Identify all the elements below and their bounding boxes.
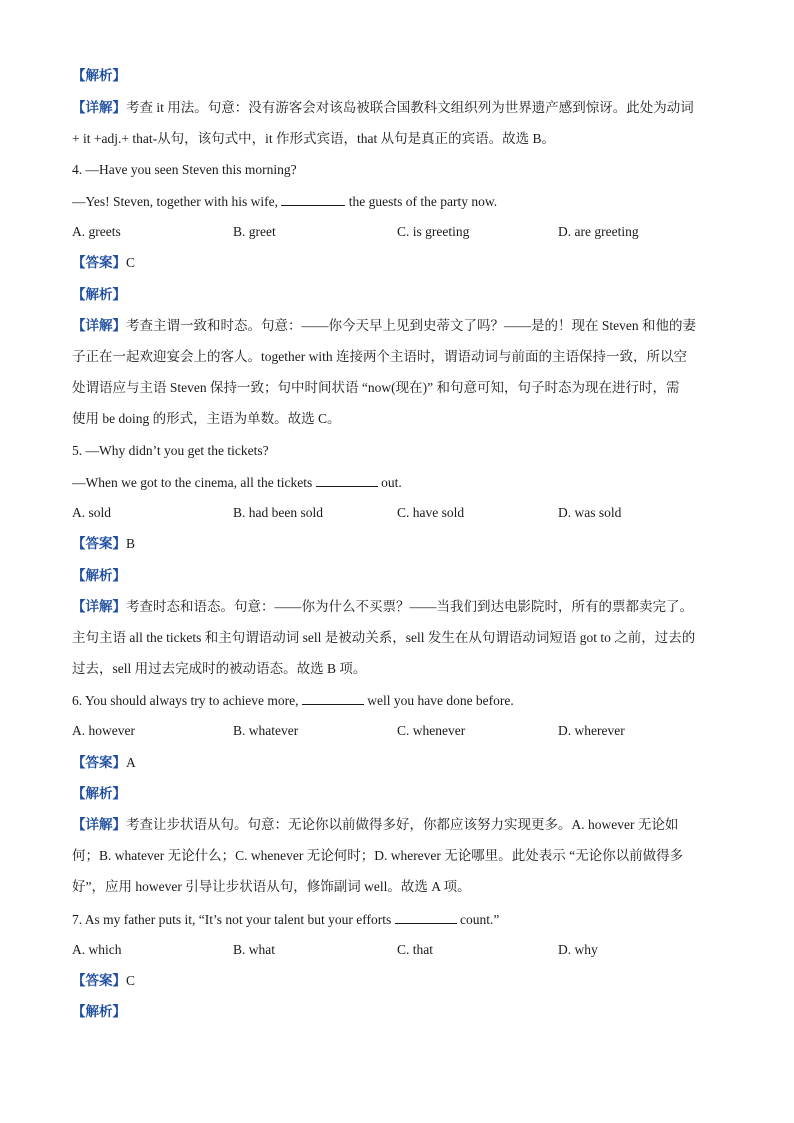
analysis-heading: 【解析】 <box>72 786 126 801</box>
option-d: D. why <box>558 942 598 957</box>
q4-stem-line2: —Yes! Steven, together with his wife, the guests of the party now. <box>72 194 498 209</box>
option-c: C. have sold <box>397 505 465 520</box>
option-b: B. what <box>233 942 275 957</box>
option-a: A. however <box>72 723 135 738</box>
q5-detail-line: 主句主语 all the tickets 和主句谓语动词 sell 是被动关系，sell 发生在从句谓语动词短语 got to 之前，过去的 <box>72 630 696 645</box>
q4-options <box>72 223 732 241</box>
q5-detail-line: 过去，sell 用过去完成时的被动语态。故选 B 项。 <box>72 661 367 676</box>
q6-stem: 6. You should always try to achieve more, well you have done before. <box>72 693 514 708</box>
q3-detail-line: 【详解】考查 it 用法。句意：没有游客会对该岛被联合国教科文组织列为世界遗产感到惊讶。此处为动词 <box>72 100 694 115</box>
q5-detail-line: 【详解】考查时态和语态。句意：——你为什么不买票？——当我们到达电影院时，所有的票都卖完了。 <box>72 599 693 614</box>
analysis-heading: 【解析】 <box>72 568 126 583</box>
q6-detail-line: 何；B. whatever 无论什么；C. whenever 无论何时；D. wherever 无论哪里。此处表示 “无论你以前做得多 <box>72 848 684 863</box>
option-c: C. is greeting <box>397 224 470 239</box>
option-d: D. are greeting <box>558 224 639 239</box>
q4-detail-line: 使用 be doing 的形式，主语为单数。故选 C。 <box>72 411 341 426</box>
q6-detail-line: 好”，应用 however 引导让步状语从句，修饰副词 well。故选 A 项。 <box>72 879 471 894</box>
analysis-heading: 【解析】 <box>72 287 126 302</box>
answer-blank <box>395 910 457 924</box>
analysis-heading: 【解析】 <box>72 1004 126 1019</box>
option-b: B. greet <box>233 224 276 239</box>
option-d: D. was sold <box>558 505 622 520</box>
analysis-heading: 【解析】 <box>72 68 126 83</box>
q4-detail-line: 处谓语应与主语 Steven 保持一致；句中时间状语 “now(现在)” 和句意可知，句子时态为现在进行时，需 <box>72 380 680 395</box>
q5-stem: 5. —Why didn’t you get the tickets? <box>72 443 269 458</box>
option-a: A. which <box>72 942 122 957</box>
q5-options <box>72 504 732 522</box>
answer-blank <box>316 473 378 487</box>
q5-stem-line2: —When we got to the cinema, all the tickets out. <box>72 475 402 490</box>
q7-options <box>72 941 732 959</box>
q6-detail-line: 【详解】考查让步状语从句。句意：无论你以前做得多好，你都应该努力实现更多。A. however 无论如 <box>72 817 679 832</box>
option-c: C. that <box>397 942 433 957</box>
option-b: B. had been sold <box>233 505 323 520</box>
q4-detail-line: 子正在一起欢迎宴会上的客人。together with 连接两个主语时，谓语动词与前面的主语保持一致，所以空 <box>72 349 687 364</box>
answer-blank <box>302 691 364 705</box>
q4-answer: 【答案】C <box>72 255 136 270</box>
q7-answer: 【答案】C <box>72 973 136 988</box>
q3-detail-line: + it +adj.+ that-从句，该句式中，it 作形式宾语，that 从句是真正的宾语。故选 B。 <box>72 131 555 146</box>
q6-answer: 【答案】A <box>72 755 136 770</box>
answer-blank <box>281 192 345 206</box>
q4-stem: 4. —Have you seen Steven this morning? <box>72 162 297 177</box>
option-d: D. wherever <box>558 723 625 738</box>
option-c: C. whenever <box>397 723 466 738</box>
option-a: A. sold <box>72 505 112 520</box>
q6-options <box>72 722 732 740</box>
option-a: A. greets <box>72 224 121 239</box>
q4-detail-line: 【详解】考查主谓一致和时态。句意：——你今天早上见到史蒂文了吗？——是的！现在 Steven 和他的妻 <box>72 318 696 333</box>
q7-stem: 7. As my father puts it, “It’s not your talent but your efforts count.” <box>72 912 500 927</box>
option-b: B. whatever <box>233 723 299 738</box>
q5-answer: 【答案】B <box>72 536 136 551</box>
